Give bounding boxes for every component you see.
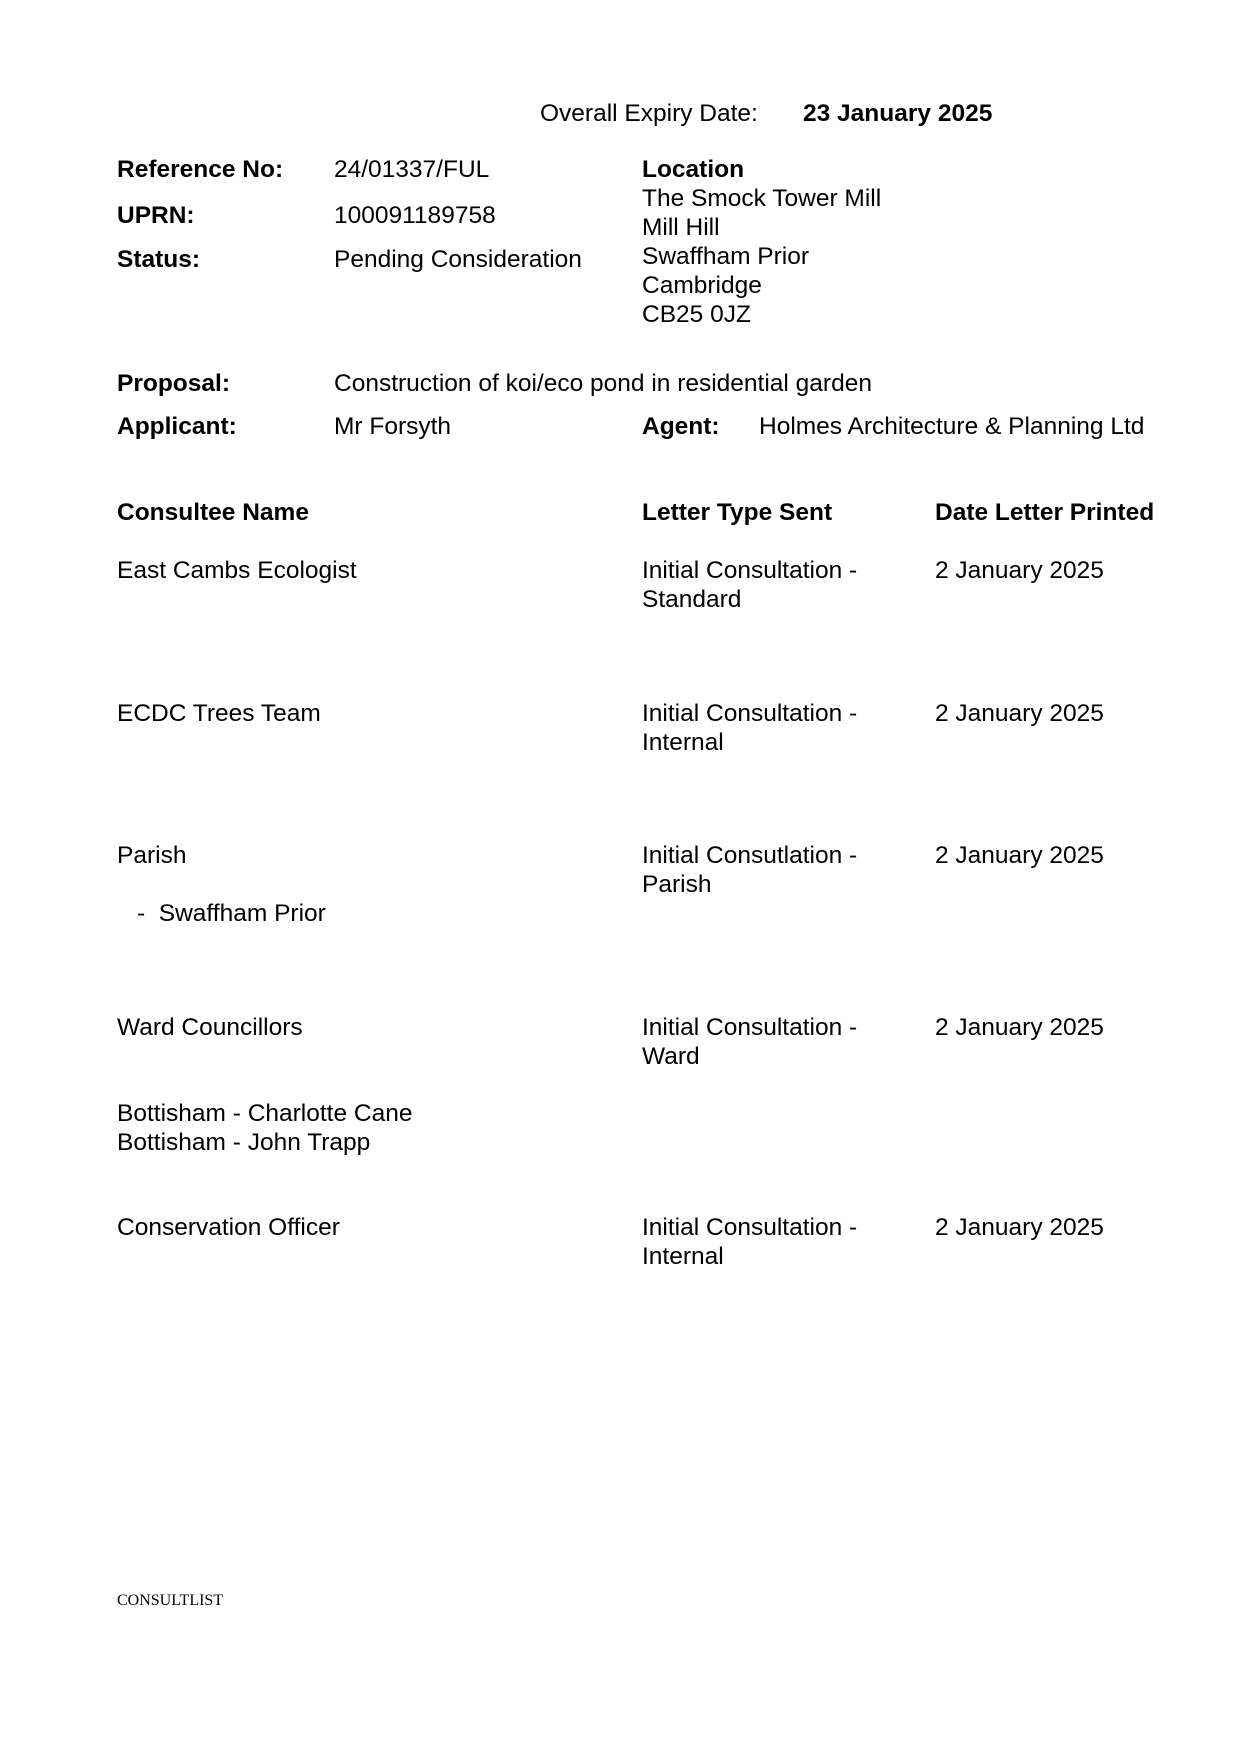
- letter-type-line: Parish: [642, 871, 712, 898]
- header-date-printed: Date Letter Printed: [935, 499, 1155, 526]
- agent-value: Holmes Architecture & Planning Ltd: [759, 413, 1145, 440]
- location-line: Swaffham Prior: [642, 243, 810, 270]
- date-printed: 2 January 2025: [935, 1014, 1104, 1041]
- status-label: Status:: [117, 246, 201, 273]
- ward-members: [117, 1099, 413, 1157]
- uprn-label: UPRN:: [117, 202, 195, 229]
- letter-type-line: Initial Consultation -: [642, 1214, 858, 1241]
- letter-type-line: Initial Consultation -: [642, 557, 858, 584]
- letter-type-line: Internal: [642, 729, 724, 756]
- status-value: Pending Consideration: [334, 246, 582, 273]
- location-line: Mill Hill: [642, 214, 720, 241]
- letter-type: [642, 1013, 857, 1071]
- letter-type: [642, 1213, 857, 1271]
- ward-member: Bottisham - John Trapp: [117, 1129, 371, 1156]
- footer-code: CONSULTLIST: [117, 1592, 224, 1609]
- reference-label: Reference No:: [117, 156, 284, 183]
- location-label: Location: [642, 156, 745, 183]
- header-consultee-name: Consultee Name: [117, 499, 309, 526]
- header-letter-type: Letter Type Sent: [642, 499, 833, 526]
- letter-type-line: Standard: [642, 586, 742, 613]
- consultee-name: Ward Councillors: [117, 1014, 303, 1041]
- applicant-value: Mr Forsyth: [334, 413, 452, 440]
- location-line: Cambridge: [642, 272, 762, 299]
- location-line: The Smock Tower Mill: [642, 185, 882, 212]
- date-printed: 2 January 2025: [935, 1214, 1104, 1241]
- consultee-name: ECDC Trees Team: [117, 700, 321, 727]
- applicant-label: Applicant:: [117, 413, 237, 440]
- date-printed: 2 January 2025: [935, 700, 1104, 727]
- date-printed: 2 January 2025: [935, 557, 1104, 584]
- date-printed: 2 January 2025: [935, 842, 1104, 869]
- expiry-value: 23 January 2025: [803, 100, 993, 127]
- letter-type: [642, 699, 857, 757]
- consultee-name: Parish: [117, 842, 187, 869]
- location-line: CB25 0JZ: [642, 301, 751, 328]
- agent-label: Agent:: [642, 413, 720, 440]
- reference-value: 24/01337/FUL: [334, 156, 490, 183]
- proposal-value: Construction of koi/eco pond in residential garden: [334, 370, 872, 397]
- letter-type-line: Initial Consultation -: [642, 700, 858, 727]
- ward-member: Bottisham - Charlotte Cane: [117, 1100, 413, 1127]
- consultee-name: East Cambs Ecologist: [117, 557, 357, 584]
- location-address: [642, 184, 881, 329]
- consultee-sub-name: - Swaffham Prior: [137, 900, 326, 927]
- letter-type-line: Initial Consultation -: [642, 1014, 858, 1041]
- expiry-label: Overall Expiry Date:: [540, 100, 758, 127]
- consultee-name: Conservation Officer: [117, 1214, 340, 1241]
- letter-type: [642, 841, 857, 899]
- letter-type-line: Internal: [642, 1243, 724, 1270]
- proposal-label: Proposal:: [117, 370, 230, 397]
- letter-type-line: Ward: [642, 1043, 700, 1070]
- uprn-value: 100091189758: [334, 202, 496, 229]
- letter-type: [642, 556, 857, 614]
- letter-type-line: Initial Consutlation -: [642, 842, 858, 869]
